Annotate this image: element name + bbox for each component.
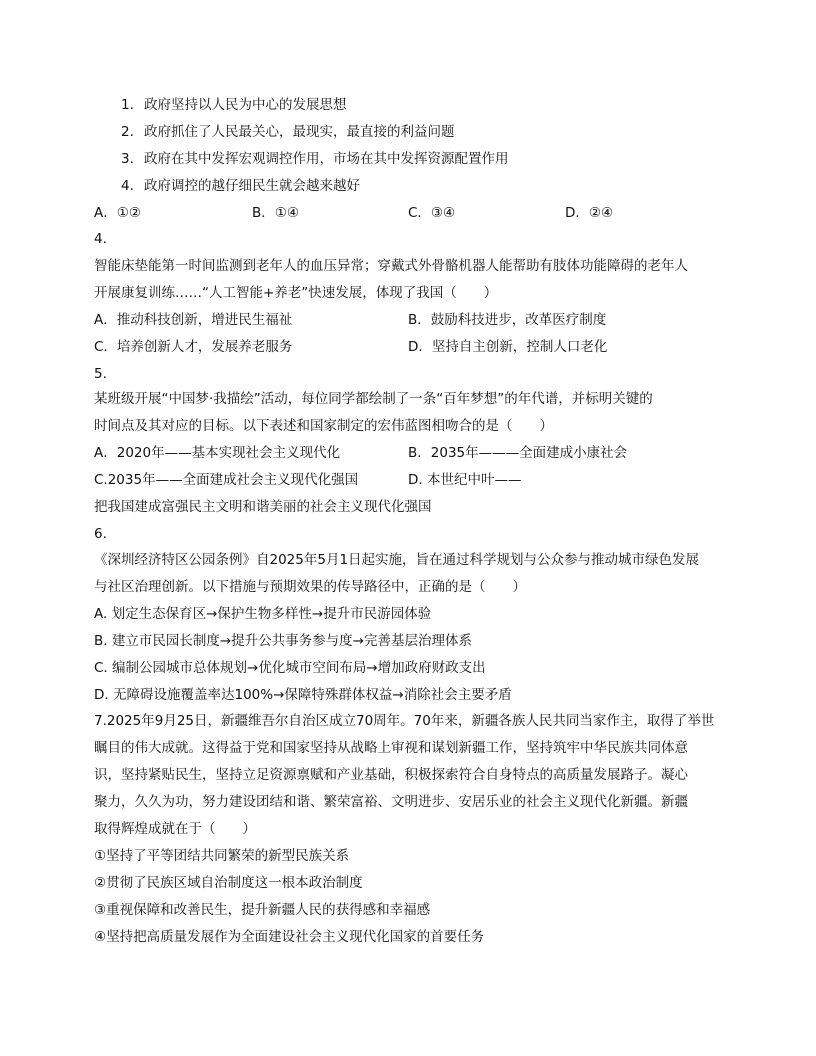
list-number: 4. — [121, 178, 134, 194]
option-d[interactable]: D．②④ — [565, 205, 614, 221]
statement-item: ④坚持把高质量发展作为全面建设社会主义现代化国家的首要任务 — [94, 929, 485, 945]
list-number: 1. — [121, 97, 134, 113]
option-a[interactable]: A. 划定生态保育区→保护生物多样性→提升市民游园体验 — [94, 606, 432, 622]
question-number: 4. — [94, 231, 107, 247]
option-a[interactable]: A．推动科技创新，增进民生福祉 — [94, 312, 293, 328]
question-stem-line: 智能床垫能第一时间监测到老年人的血压异常；穿戴式外骨骼机器人能帮助有肢体功能障碍的老年人 — [94, 258, 688, 274]
question-number: 5. — [94, 366, 107, 382]
option-a[interactable]: A．2020年——基本实现社会主义现代化 — [94, 445, 341, 461]
statement-item: ③重视保障和改善民生，提升新疆人民的获得感和幸福感 — [94, 902, 431, 918]
question-stem-line: 某班级开展“中国梦·我描绘”活动，每位同学都绘制了一条“百年梦想”的年代谱，并标明关键的 — [94, 391, 653, 407]
question-stem-line: 时间点及其对应的目标。以下表述和国家制定的宏伟蓝图相吻合的是（ ） — [94, 418, 553, 434]
option-b[interactable]: B．①④ — [252, 205, 299, 221]
question-stem-line: 开展康复训练……“人工智能+养老”快速发展，体现了我国（ ） — [94, 285, 498, 301]
question-stem-line: 7.2025年9月25日，新疆维吾尔自治区成立70周年。70年来，新疆各族人民共同当家作主，取得了举世 — [94, 713, 715, 729]
question-stem-line: 与社区治理创新。以下措施与预期效果的传导路径中，正确的是（ ） — [94, 579, 526, 595]
option-d[interactable]: D. 无障碍设施覆盖率达100%→保障特殊群体权益→消除社会主要矛盾 — [94, 687, 512, 703]
option-a[interactable]: A．①② — [94, 205, 141, 221]
option-c[interactable]: C．培养创新人才，发展养老服务 — [94, 339, 293, 355]
option-d[interactable]: D．坚持自主创新，控制人口老化 — [408, 339, 608, 355]
question-stem-line: 取得辉煌成就在于（ ） — [94, 821, 256, 837]
option-b[interactable]: B．2035年———全面建成小康社会 — [408, 445, 628, 461]
statement-item: ②贯彻了民族区域自治制度这一根本政治制度 — [94, 875, 363, 891]
option-c[interactable]: C．③④ — [408, 205, 456, 221]
list-item: 政府在其中发挥宏观调控作用，市场在其中发挥资源配置作用 — [144, 151, 509, 167]
list-item: 政府坚持以人民为中心的发展思想 — [144, 97, 347, 113]
option-b[interactable]: B. 建立市民园长制度→提升公共事务参与度→完善基层治理体系 — [94, 633, 472, 649]
list-item: 政府抓住了人民最关心，最现实，最直接的利益问题 — [144, 124, 455, 140]
option-c[interactable]: C.2035年——全面建成社会主义现代化强国 — [94, 472, 359, 488]
option-c[interactable]: C. 编制公园城市总体规划→优化城市空间布局→增加政府财政支出 — [94, 660, 486, 676]
question-stem-line: 瞩目的伟大成就。这得益于党和国家坚持从战略上审视和谋划新疆工作，坚持筑牢中华民族共同体意 — [94, 740, 688, 756]
option-b[interactable]: B．鼓励科技进步，改革医疗制度 — [408, 312, 607, 328]
option-d[interactable]: D. 本世纪中叶—— — [408, 472, 522, 488]
question-stem-line: 聚力，久久为功，努力建设团结和谐、繁荣富裕、文明进步、安居乐业的社会主义现代化新疆。新疆 — [94, 794, 688, 810]
list-item: 政府调控的越仔细民生就会越来越好 — [144, 178, 360, 194]
option-d-continuation: 把我国建成富强民主文明和谐美丽的社会主义现代化强国 — [94, 499, 432, 515]
list-number: 3. — [121, 151, 134, 167]
question-stem-line: 识，坚持紧贴民生，坚持立足资源禀赋和产业基础，积极探索符合自身特点的高质量发展路子。凝心 — [94, 767, 688, 783]
question-stem-line: 《深圳经济特区公园条例》自2025年5月1日起实施，旨在通过科学规划与公众参与推动城市绿色发展 — [94, 552, 700, 568]
question-number: 6. — [94, 526, 107, 542]
statement-item: ①坚持了平等团结共同繁荣的新型民族关系 — [94, 848, 350, 864]
list-number: 2. — [121, 124, 134, 140]
